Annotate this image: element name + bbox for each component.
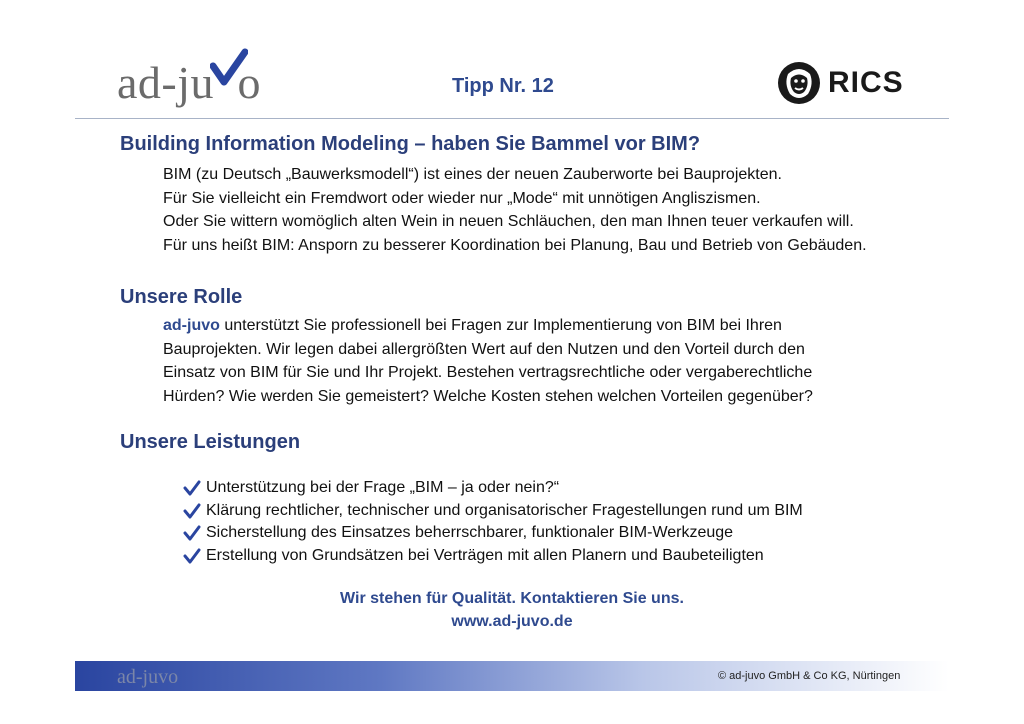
list-item: [183, 500, 803, 523]
text-fragment: unterstützt Sie professionell bei Fragen zur Implementierung von BIM bei Ihren: [219, 317, 782, 334]
section-title-rolle: Unsere Rolle: [120, 286, 243, 308]
logo-check-o: [214, 60, 238, 106]
list-item-text: Klärung rechtlicher, technischer und organisatorischer Fragestellungen rund um BIM: [206, 501, 803, 519]
text-line: [163, 314, 933, 338]
check-mark-icon: [183, 548, 201, 564]
section-title-leistungen: Unsere Leistungen: [120, 431, 301, 453]
list-item-text: Unterstützung bei der Frage „BIM – ja oder nein?“: [206, 479, 560, 496]
rics-wordmark: RICS: [828, 66, 904, 99]
logo-text-prefix: ad-ju: [117, 57, 215, 108]
copyright-text: © ad-juvo GmbH & Co KG, Nürtingen: [718, 670, 901, 682]
list-item: [183, 477, 803, 500]
footer-logo: ad-juvo: [117, 666, 179, 688]
check-mark-icon: [183, 480, 201, 496]
header-divider: [75, 118, 949, 119]
cta-text: Wir stehen für Qualität. Kontaktieren Sie uns.: [340, 590, 684, 607]
brand-name: ad-juvo: [163, 317, 220, 334]
section-body-rolle: [163, 314, 933, 408]
text-line: Hürden? Wie werden Sie gemeistert? Welche Kosten stehen welchen Vorteilen gegenüber?: [163, 387, 813, 405]
section-title-bim: Building Information Modeling – haben Sie Bammel vor BIM?: [120, 133, 701, 155]
check-mark-icon: [183, 503, 201, 519]
text-line: Oder Sie wittern womöglich alten Wein in neuen Schläuchen, den man Ihnen teuer verkaufen will.: [163, 213, 854, 230]
list-item-text: Erstellung von Grundsätzen bei Verträgen mit allen Planern und Baubeteiligten: [206, 546, 764, 564]
services-list: [183, 477, 803, 567]
text-line: Für uns heißt BIM: Ansporn zu besserer Koordination bei Planung, Bau und Betrieb von Gebäuden.: [163, 236, 867, 254]
list-item: [183, 522, 803, 545]
list-item-text: Sicherstellung des Einsatzes beherrschbarer, funktionaler BIM-Werkzeuge: [206, 524, 734, 541]
check-mark-icon: [183, 525, 201, 541]
rics-logo: [776, 60, 904, 106]
list-item: [183, 545, 803, 568]
text-line: Bauprojekten. Wir legen dabei allergrößten Wert auf den Nutzen und den Vorteil durch den: [163, 340, 805, 358]
logo-text-suffix: o: [237, 57, 262, 108]
text-line: Für Sie vielleicht ein Fremdwort oder wieder nur „Mode“ mit unnötigen Angliszismen.: [163, 189, 761, 207]
ad-juvo-logo: [117, 57, 262, 108]
text-line: BIM (zu Deutsch „Bauwerksmodell“) ist eines der neuen Zauberworte bei Bauprojekten.: [163, 166, 782, 183]
lion-head-icon: [776, 60, 822, 106]
tip-number: Tipp Nr. 12: [452, 75, 554, 97]
check-mark-icon: [210, 48, 248, 88]
website-link[interactable]: www.ad-juvo.de: [451, 613, 573, 630]
text-line: Einsatz von BIM für Sie und Ihr Projekt. Bestehen vertragsrechtliche oder vergaberechtliche: [163, 364, 813, 381]
section-body-bim: [163, 163, 933, 257]
